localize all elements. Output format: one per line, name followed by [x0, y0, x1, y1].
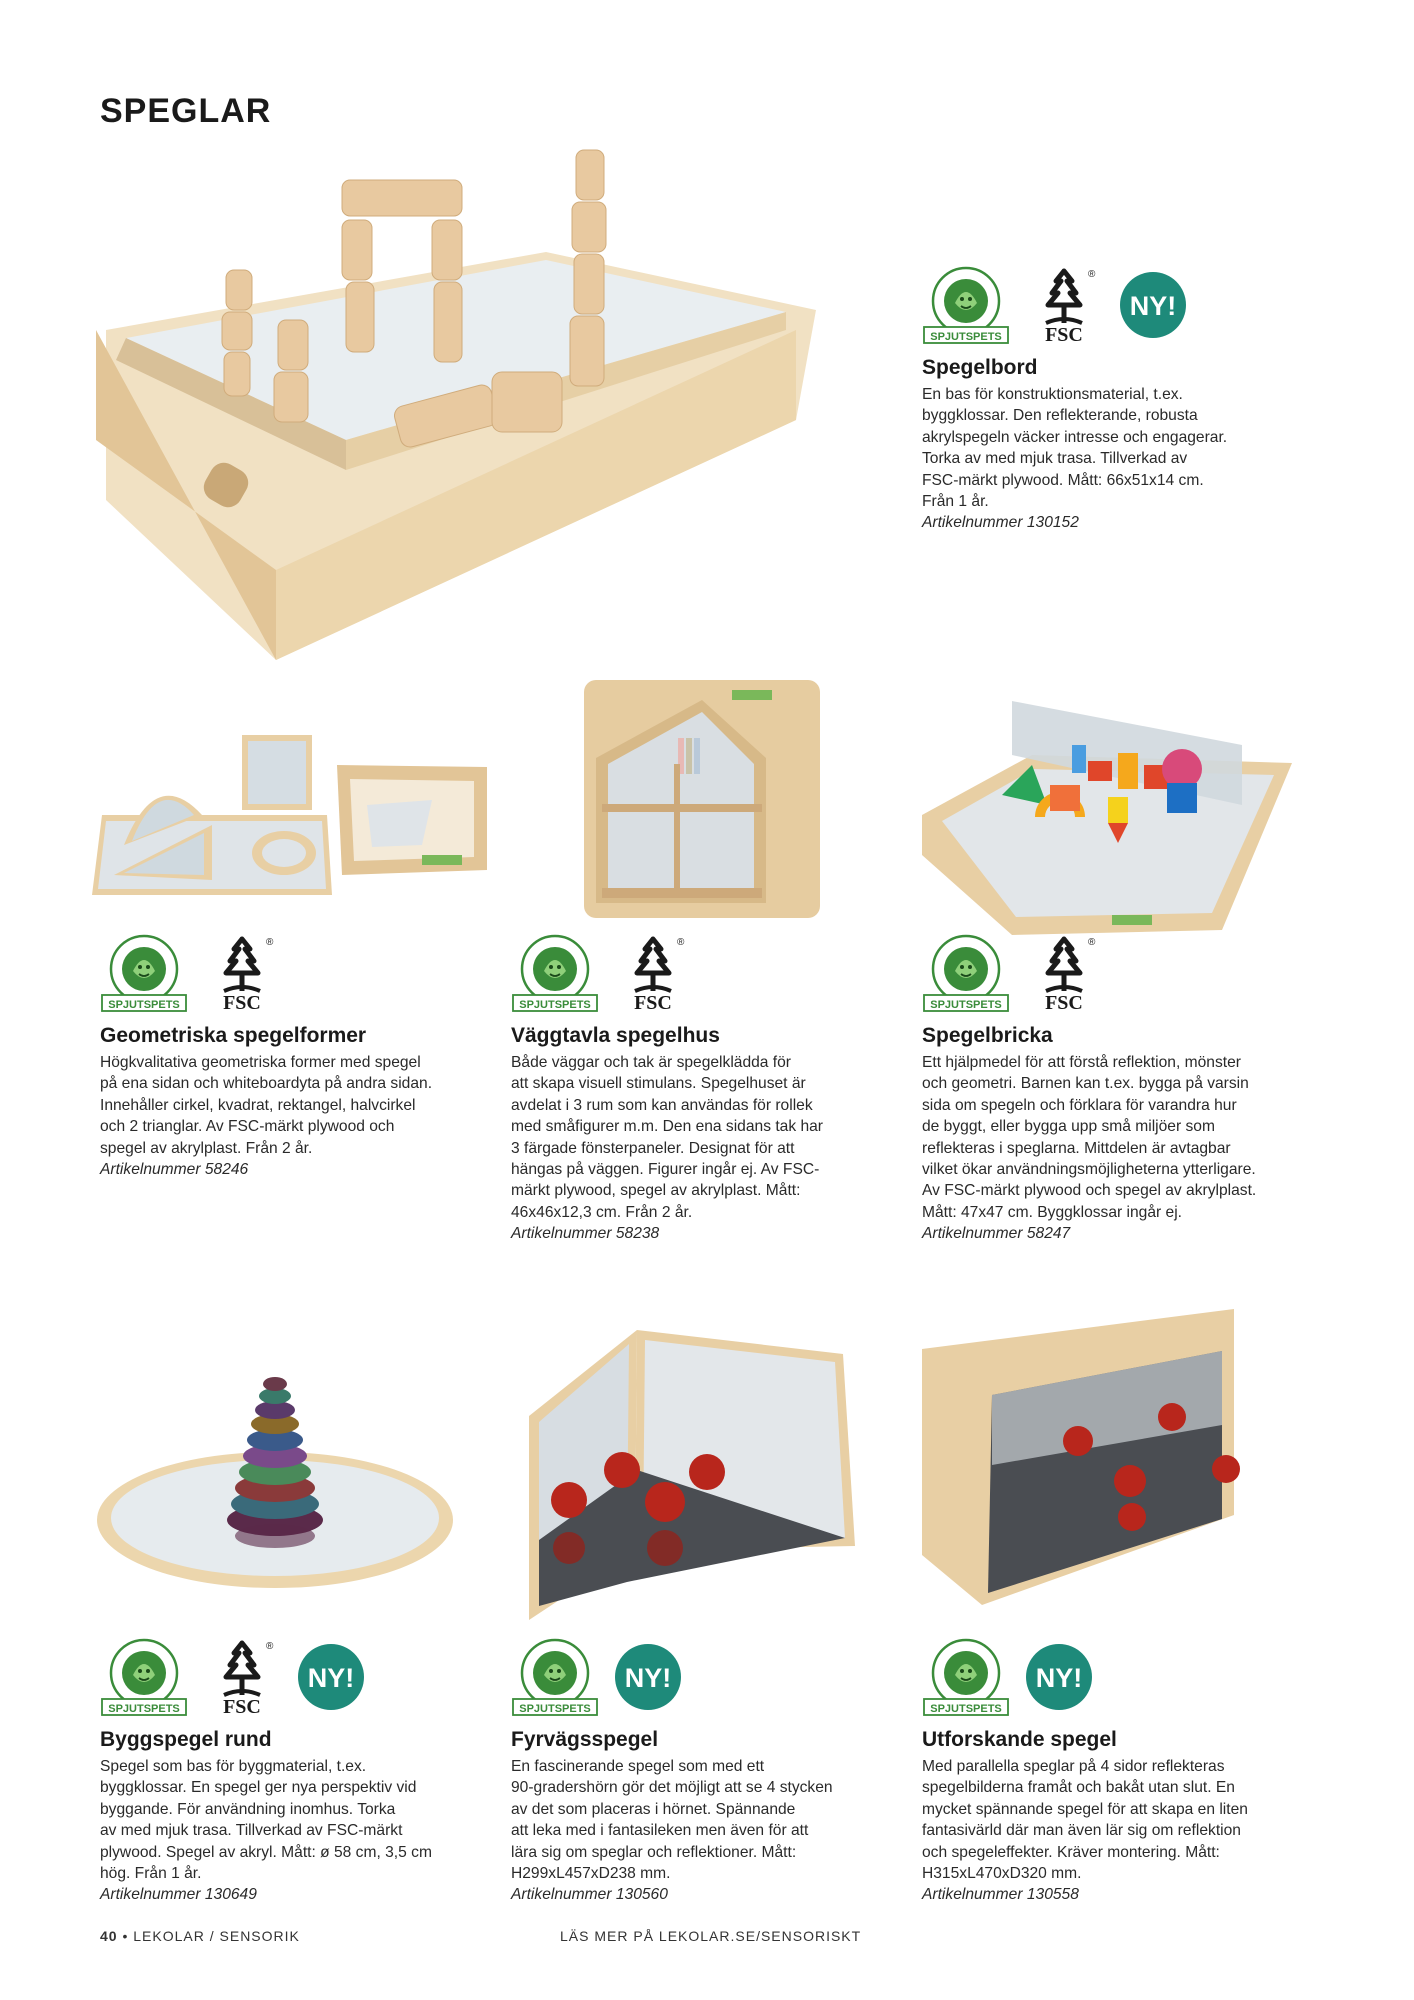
- new-label: NY!: [1129, 291, 1177, 321]
- article-number: Artikelnummer 58238: [511, 1225, 660, 1243]
- product-name: Väggtavla spegelhus: [511, 1024, 720, 1047]
- certification-badges: [922, 1634, 1302, 1720]
- new-label: NY!: [1035, 1663, 1083, 1693]
- spjutspets-label: SPJUTSPETS: [108, 1703, 180, 1715]
- product-description: Med parallella speglar på 4 sidor reflekteras spegelbilderna framåt och bakåt utan slut. En mycket spännande spegel för att skapa en liten fantasivärld där man även lär sig om reflektion och spegeleffekter. Kräver montering. Mått: H315xL470xD320 mm.: [922, 1758, 1248, 1883]
- product-byggspegel-rund: [100, 1634, 472, 1906]
- fsc-logo-icon: [202, 1637, 282, 1717]
- certification-badges: [922, 262, 1302, 348]
- spegelbord-photo: [96, 140, 816, 660]
- product-name: Fyrvägsspegel: [511, 1728, 659, 1751]
- spjutspets-logo-icon: [100, 1637, 188, 1717]
- fsc-label: FSC: [1045, 324, 1083, 345]
- spjutspets-label: SPJUTSPETS: [930, 1703, 1002, 1715]
- product-name: Byggspegel rund: [100, 1728, 272, 1751]
- product-spegelbricka: [922, 930, 1302, 1245]
- fsc-logo-icon: [1024, 265, 1104, 345]
- fsc-label: FSC: [223, 992, 261, 1013]
- spjutspets-label: SPJUTSPETS: [108, 999, 180, 1011]
- article-number: Artikelnummer 130152: [922, 514, 1079, 532]
- certification-badges: [922, 930, 1302, 1016]
- product-description: Spegel som bas för byggmaterial, t.ex. byggklossar. En spegel ger nya perspektiv vid byggande. För användning inomhus. Torka av med mjuk trasa. Tillverkad av FSC-märkt plywood. Spegel av akryl. Mått: ø 58 cm, 3,5 cm hög. Från 1 år.: [100, 1758, 432, 1883]
- product-name: Spegelbricka: [922, 1024, 1053, 1047]
- new-badge-icon: [296, 1642, 366, 1712]
- new-badge-icon: [613, 1642, 683, 1712]
- product-vaggtavla-spegelhus: [511, 930, 883, 1245]
- product-description: Både väggar och tak är spegelklädda för att skapa visuell stimulans. Spegelhuset är avdelat i 3 rum som kan användas för rollek med småfigurer m.m. Den ena sidans tak har 3 färgade fönsterpaneler. Designat för att hängas på väggen. Figurer ingår ej. Av FSC- märkt plywood, spegel av akrylplast. Mått: 46x46x12,3 cm. Från 2 år.: [511, 1054, 824, 1221]
- spegelbricka-photo: [922, 695, 1302, 950]
- fsc-registered: ®: [1088, 937, 1096, 948]
- footer-bullet: •: [122, 1928, 129, 1944]
- fsc-registered: ®: [1088, 269, 1096, 280]
- product-name: Spegelbord: [922, 356, 1038, 379]
- spjutspets-logo-icon: [922, 933, 1010, 1013]
- page-number: 40: [100, 1928, 118, 1944]
- certification-badges: [511, 1634, 883, 1720]
- fsc-label: FSC: [634, 992, 672, 1013]
- new-label: NY!: [624, 1663, 672, 1693]
- spjutspets-logo-icon: [511, 933, 599, 1013]
- spjutspets-logo-icon: [511, 1637, 599, 1717]
- product-description: En fascinerande spegel som med ett 90-gradershörn gör det möjligt att se 4 stycken av det som placeras i hörnet. Spännande att leka med i fantasileken men även för att lära sig om speglar och reflektioner. Mått: H299xL457xD238 mm.: [511, 1758, 833, 1883]
- product-geometriska-spegelformer: [100, 930, 472, 1180]
- spjutspets-label: SPJUTSPETS: [519, 1703, 591, 1715]
- page-title: SPEGLAR: [100, 92, 272, 130]
- fsc-registered: ®: [266, 1641, 274, 1652]
- product-spegelbord: [922, 262, 1302, 534]
- fsc-logo-icon: [613, 933, 693, 1013]
- article-number: Artikelnummer 130558: [922, 1886, 1079, 1904]
- byggspegel-rund-photo: [95, 1370, 455, 1590]
- fsc-label: FSC: [223, 1696, 261, 1717]
- footer-section-label: LEKOLAR / SENSORIK: [133, 1928, 300, 1944]
- spjutspets-label: SPJUTSPETS: [519, 999, 591, 1011]
- product-description: En bas för konstruktionsmaterial, t.ex. byggklossar. Den reflekterande, robusta akrylspegeln väcker intresse och engagerar. Torka av med mjuk trasa. Tillverkad av FSC-märkt plywood. Mått: 66x51x14 cm. Från 1 år.: [922, 386, 1228, 511]
- spjutspets-logo-icon: [100, 933, 188, 1013]
- footer-link[interactable]: LÄS MER PÅ LEKOLAR.SE/SENSORISKT: [560, 1928, 862, 1944]
- new-label: NY!: [307, 1663, 355, 1693]
- utforskande-spegel-photo: [922, 1305, 1284, 1613]
- product-name: Utforskande spegel: [922, 1728, 1117, 1751]
- product-utforskande-spegel: [922, 1634, 1302, 1906]
- vaggtavla-spegelhus-photo: [582, 678, 822, 923]
- product-description: Ett hjälpmedel för att förstå reflektion, mönster och geometri. Barnen kan t.ex. bygga på varsin sida om spegeln och förklara för varandra hur de byggt, eller bygga upp små miljöer som reflekteras i speglarna. Mittdelen är avtagbar vilket ökar användningsmöjligheterna ytterligare. Av FSC-märkt plywood och spegel av akrylplast. Mått: 47x47 cm. Byggklossar ingår ej.: [922, 1054, 1257, 1221]
- spjutspets-label: SPJUTSPETS: [930, 999, 1002, 1011]
- article-number: Artikelnummer 58246: [100, 1161, 249, 1179]
- product-description: Högkvalitativa geometriska former med spegel på ena sidan och whiteboardyta på andra sidan. Innehåller cirkel, kvadrat, rektangel, halvcirkel och 2 trianglar. Av FSC-märkt plywood och spegel av akrylplast. Från 2 år.: [100, 1054, 433, 1157]
- fsc-label: FSC: [1045, 992, 1083, 1013]
- article-number: Artikelnummer 130560: [511, 1886, 668, 1904]
- spjutspets-logo-icon: [922, 265, 1010, 345]
- product-fyrvagsspegel: [511, 1634, 883, 1906]
- fsc-registered: ®: [677, 937, 685, 948]
- fsc-logo-icon: [1024, 933, 1104, 1013]
- certification-badges: [100, 930, 472, 1016]
- article-number: Artikelnummer 58247: [922, 1225, 1071, 1243]
- new-badge-icon: [1024, 1642, 1094, 1712]
- spjutspets-logo-icon: [922, 1637, 1010, 1717]
- fsc-logo-icon: [202, 933, 282, 1013]
- product-name: Geometriska spegelformer: [100, 1024, 367, 1047]
- certification-badges: [511, 930, 883, 1016]
- footer-section: [100, 1928, 300, 1944]
- new-badge-icon: [1118, 270, 1188, 340]
- certification-badges: [100, 1634, 472, 1720]
- fyrvagsspegel-photo: [525, 1320, 860, 1620]
- geometriska-spegelformer-photo: [92, 705, 492, 925]
- article-number: Artikelnummer 130649: [100, 1886, 257, 1904]
- fsc-registered: ®: [266, 937, 274, 948]
- spjutspets-label: SPJUTSPETS: [930, 331, 1002, 343]
